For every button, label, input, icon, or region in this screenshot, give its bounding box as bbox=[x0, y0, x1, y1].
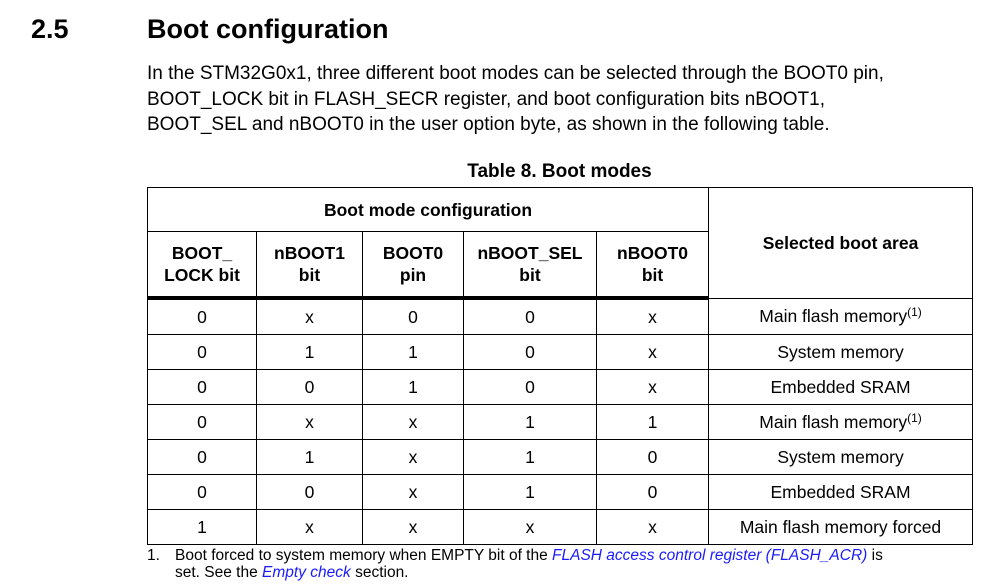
table-cell: 0 bbox=[148, 475, 257, 510]
table-cell: x bbox=[597, 335, 709, 370]
table-row bbox=[148, 335, 973, 370]
group-header: Boot mode configuration bbox=[148, 188, 709, 232]
table-row bbox=[148, 510, 973, 545]
table-cell: 0 bbox=[363, 298, 464, 335]
boot-area-cell: Embedded SRAM bbox=[709, 370, 973, 405]
table-row bbox=[148, 298, 973, 335]
table-cell: 0 bbox=[464, 370, 597, 405]
table-cell: x bbox=[597, 298, 709, 335]
intro-line: BOOT_LOCK bit in FLASH_SECR register, and boot configuration bits nBOOT1, bbox=[147, 88, 825, 110]
footnote-number: 1. bbox=[147, 547, 160, 564]
column-header: BOOT0 pin bbox=[363, 232, 464, 299]
boot-area-cell: System memory bbox=[709, 335, 973, 370]
table-cell: 0 bbox=[597, 440, 709, 475]
table-cell: 0 bbox=[148, 298, 257, 335]
intro-line: BOOT_SEL and nBOOT0 in the user option byte, as shown in the following table. bbox=[147, 114, 830, 135]
table-cell: x bbox=[597, 370, 709, 405]
section-title: Boot configuration bbox=[147, 14, 389, 44]
table-cell: x bbox=[363, 405, 464, 440]
column-header: nBOOT0 bit bbox=[597, 232, 709, 299]
table-cell: x bbox=[597, 510, 709, 545]
table-cell: x bbox=[257, 405, 363, 440]
table-footnote bbox=[147, 548, 977, 581]
table-row bbox=[148, 440, 973, 475]
table-cell: 1 bbox=[464, 405, 597, 440]
table-cell: x bbox=[464, 510, 597, 545]
table-cell: 0 bbox=[257, 370, 363, 405]
table-row bbox=[148, 370, 973, 405]
boot-area-cell: Main flash memory$^{(1)}$ bbox=[709, 405, 973, 440]
table-cell: x bbox=[363, 440, 464, 475]
table-cell: 0 bbox=[148, 405, 257, 440]
table-cell: 1 bbox=[597, 405, 709, 440]
table-cell: x bbox=[257, 298, 363, 335]
table-cell: 1 bbox=[464, 440, 597, 475]
intro-line: In the STM32G0x1, three different boot modes can be selected through the BOOT0 pin, bbox=[147, 63, 884, 84]
table-cell: x bbox=[363, 510, 464, 545]
flash-acr-link[interactable]: FLASH access control register (FLASH_ACR) bbox=[552, 547, 868, 564]
table-cell: 0 bbox=[597, 475, 709, 510]
column-header: nBOOT1 bit bbox=[257, 232, 363, 299]
boot-area-cell: Embedded SRAM bbox=[709, 475, 973, 510]
section-number: 2.5 bbox=[31, 14, 69, 44]
boot-modes-table bbox=[147, 187, 973, 545]
boot-area-cell: Main flash memory forced bbox=[709, 510, 973, 545]
selected-boot-area-header: Selected boot area bbox=[709, 188, 973, 299]
footnote-line: Boot forced to system memory when EMPTY bit of the FLASH access control register (FLASH_ACR) is bbox=[175, 547, 883, 564]
intro-paragraph bbox=[147, 61, 987, 138]
boot-area-cell: Main flash memory$^{(1)}$ bbox=[709, 298, 973, 335]
table-cell: x bbox=[363, 475, 464, 510]
table-cell: 1 bbox=[363, 370, 464, 405]
table-cell: 1 bbox=[464, 475, 597, 510]
table-cell: 0 bbox=[464, 335, 597, 370]
table-caption: Table 8. Boot modes bbox=[467, 161, 652, 182]
column-header: nBOOT_SEL bit bbox=[464, 232, 597, 299]
table-cell: 1 bbox=[257, 440, 363, 475]
table-row bbox=[148, 405, 973, 440]
empty-check-link[interactable]: Empty check bbox=[262, 563, 351, 581]
table-cell: 1 bbox=[363, 335, 464, 370]
boot-area-cell: System memory bbox=[709, 440, 973, 475]
table-cell: 1 bbox=[257, 335, 363, 370]
footnote-line: set. See the Empty check section. bbox=[175, 563, 409, 581]
table-cell: x bbox=[257, 510, 363, 545]
table-row bbox=[148, 475, 973, 510]
table-cell: 0 bbox=[148, 370, 257, 405]
table-cell: 0 bbox=[257, 475, 363, 510]
table-cell: 0 bbox=[464, 298, 597, 335]
column-header: BOOT_ LOCK bit bbox=[148, 232, 257, 299]
table-cell: 0 bbox=[148, 335, 257, 370]
footnote-ref: (1) bbox=[907, 305, 922, 320]
table-cell: 0 bbox=[148, 440, 257, 475]
table-cell: 1 bbox=[148, 510, 257, 545]
footnote-ref: (1) bbox=[907, 411, 922, 425]
